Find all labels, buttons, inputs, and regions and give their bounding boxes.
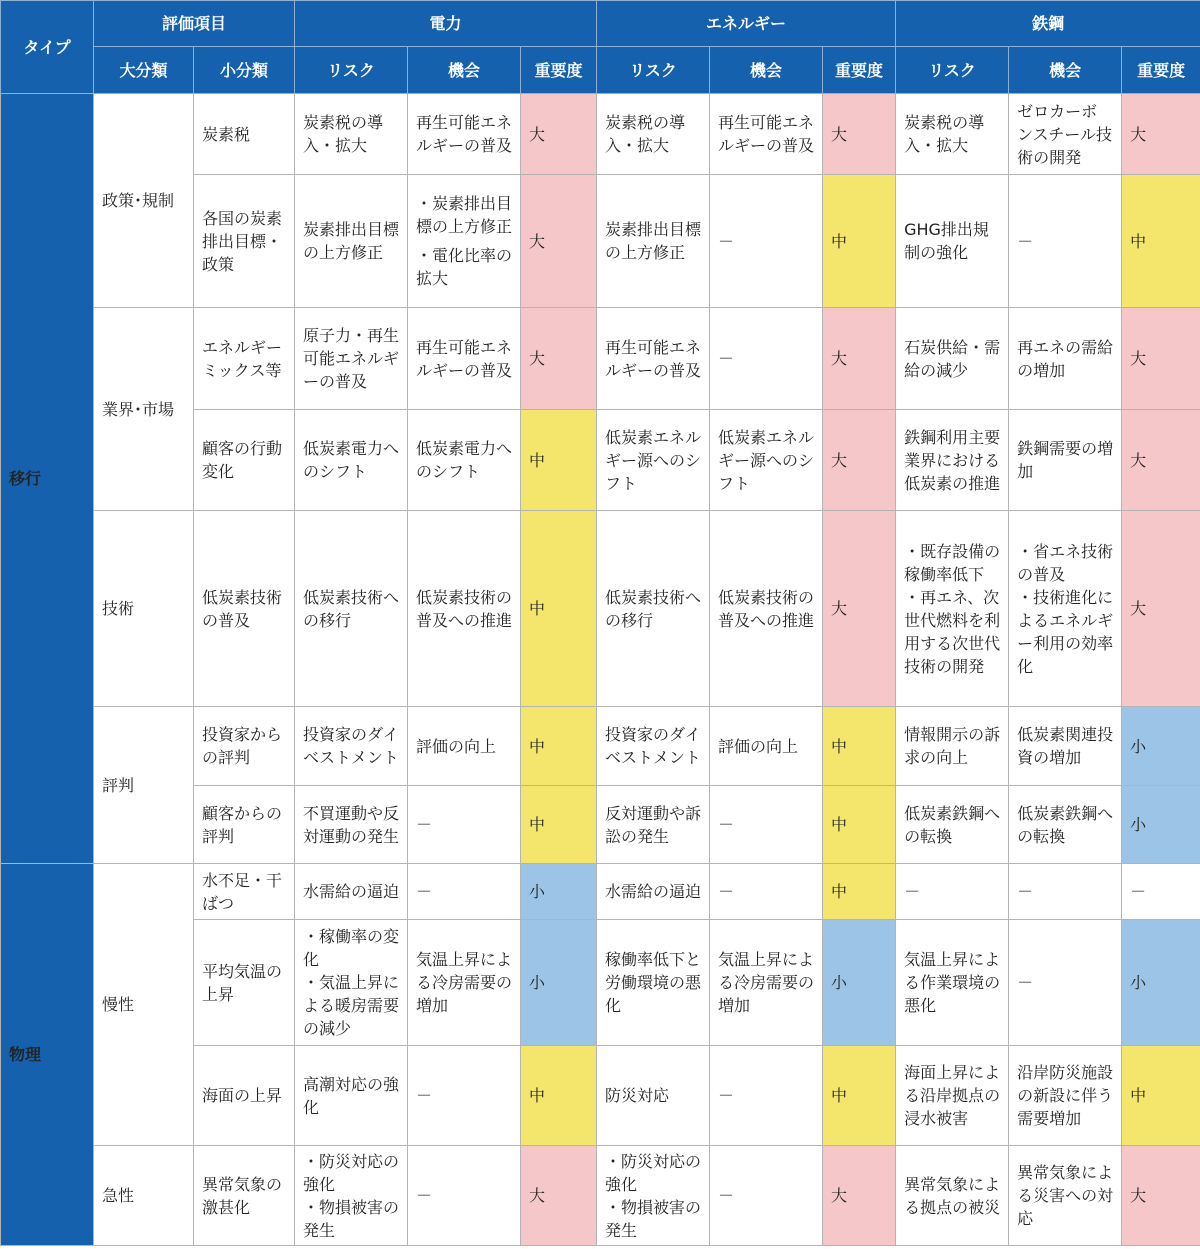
power-risk-line2: ・気温上昇による暖房需要の減少 <box>303 973 400 1038</box>
steel-importance: 大 <box>1122 308 1200 410</box>
minor-cell: 炭素税 <box>194 94 295 175</box>
power-risk: 原子力・再生可能エネルギーの普及 <box>295 308 408 410</box>
energy-importance: 小 <box>823 920 896 1046</box>
steel-importance: 小 <box>1122 707 1200 786</box>
steel-importance: 小 <box>1122 920 1200 1046</box>
steel-risk-line1: ・既存設備の稼働率低下 <box>904 541 1001 584</box>
steel-risk: 低炭素鉄鋼への転換 <box>896 786 1009 864</box>
minor-cell: 投資家からの評判 <box>194 707 295 786</box>
steel-importance: 小 <box>1122 786 1200 864</box>
steel-risk: 気温上昇による作業環境の悪化 <box>896 920 1009 1046</box>
power-opportunity: 再生可能エネルギーの普及 <box>408 94 521 175</box>
power-importance: 中 <box>521 410 597 511</box>
energy-opportunity: 低炭素エネルギー源へのシフト <box>710 410 823 511</box>
major-tech: 技術 <box>94 511 194 707</box>
steel-risk: GHG排出規制の強化 <box>896 175 1009 308</box>
power-risk-line2: ・物損被害の発生 <box>303 1197 400 1240</box>
energy-opportunity: 低炭素技術の普及への推進 <box>710 511 823 707</box>
power-importance: 大 <box>521 1146 597 1246</box>
steel-importance: 大 <box>1122 1146 1200 1246</box>
steel-risk: 石炭供給・需給の減少 <box>896 308 1009 410</box>
table-row <box>1 511 1200 707</box>
energy-risk-line1: ・防災対応の強化 <box>605 1151 702 1194</box>
power-risk: 低炭素電力へのシフト <box>295 410 408 511</box>
power-importance: 大 <box>521 175 597 308</box>
steel-opportunity: ゼロカーボンスチール技術の開発 <box>1009 94 1122 175</box>
power-risk: 投資家のダイベストメント <box>295 707 408 786</box>
power-opportunity <box>408 175 521 308</box>
energy-importance: 中 <box>823 1046 896 1146</box>
energy-risk: 稼働率低下と労働環境の悪化 <box>597 920 710 1046</box>
power-risk: 水需給の逼迫 <box>295 864 408 920</box>
power-importance: 小 <box>521 920 597 1046</box>
header-major: 大分類 <box>94 47 194 94</box>
energy-importance: 大 <box>823 410 896 511</box>
power-risk-line1: ・防災対応の強化 <box>303 1151 400 1194</box>
energy-risk: 低炭素エネルギー源へのシフト <box>597 410 710 511</box>
major-acute: 急性 <box>94 1146 194 1246</box>
minor-cell: エネルギーミックス等 <box>194 308 295 410</box>
minor-cell: 低炭素技術の普及 <box>194 511 295 707</box>
minor-cell: 海面の上昇 <box>194 1046 295 1146</box>
energy-importance: 大 <box>823 1146 896 1246</box>
power-risk <box>295 1146 408 1246</box>
power-opportunity-line2: ・電化比率の拡大 <box>416 246 513 288</box>
power-risk-line1: ・稼働率の変化 <box>303 927 400 969</box>
minor-cell: 異常気象の激甚化 <box>194 1146 295 1246</box>
power-risk: 炭素税の導入・拡大 <box>295 94 408 175</box>
steel-opportunity-line1: ・省エネ技術の普及 <box>1017 541 1114 584</box>
power-opportunity: － <box>408 1146 521 1246</box>
steel-opportunity: 再エネの需給の増加 <box>1009 308 1122 410</box>
power-opportunity: 気温上昇による冷房需要の増加 <box>408 920 521 1046</box>
steel-opportunity: 沿岸防災施設の新設に伴う需要増加 <box>1009 1046 1122 1146</box>
energy-opportunity: 気温上昇による冷房需要の増加 <box>710 920 823 1046</box>
steel-risk: 鉄鋼利用主要業界における低炭素の推進 <box>896 410 1009 511</box>
table-row <box>1 94 1200 175</box>
power-risk: 炭素排出目標の上方修正 <box>295 175 408 308</box>
energy-risk: 投資家のダイベストメント <box>597 707 710 786</box>
steel-risk-line2: ・再エネ、次世代燃料を利用する次世代技術の開発 <box>904 587 1001 676</box>
header-energy-opp: 機会 <box>710 47 823 94</box>
energy-importance: 中 <box>823 786 896 864</box>
power-importance: 大 <box>521 308 597 410</box>
header-power-imp: 重要度 <box>521 47 597 94</box>
steel-risk <box>896 511 1009 707</box>
major-policy: 政策･規制 <box>94 94 194 308</box>
power-importance: 中 <box>521 707 597 786</box>
energy-importance: 大 <box>823 511 896 707</box>
power-opportunity: － <box>408 1046 521 1146</box>
power-opportunity: 低炭素技術の普及への推進 <box>408 511 521 707</box>
steel-importance: 中 <box>1122 175 1200 308</box>
steel-importance: 大 <box>1122 94 1200 175</box>
energy-opportunity: － <box>710 175 823 308</box>
major-market: 業界･市場 <box>94 308 194 511</box>
energy-risk: 防災対応 <box>597 1046 710 1146</box>
header-type: タイプ <box>1 1 94 94</box>
power-importance: 中 <box>521 786 597 864</box>
minor-cell: 水不足・干ばつ <box>194 864 295 920</box>
steel-opportunity-line2: ・技術進化によるエネルギー利用の効率化 <box>1017 587 1114 676</box>
energy-importance: 中 <box>823 175 896 308</box>
energy-importance: 大 <box>823 308 896 410</box>
header-steel-imp: 重要度 <box>1122 47 1200 94</box>
power-opportunity: － <box>408 786 521 864</box>
steel-opportunity: 低炭素関連投資の増加 <box>1009 707 1122 786</box>
energy-opportunity: 評価の向上 <box>710 707 823 786</box>
header-power-opp: 機会 <box>408 47 521 94</box>
table-row <box>1 864 1200 920</box>
steel-risk: 海面上昇による沿岸拠点の浸水被害 <box>896 1046 1009 1146</box>
energy-opportunity: － <box>710 1146 823 1246</box>
power-risk: 不買運動や反対運動の発生 <box>295 786 408 864</box>
steel-opportunity <box>1009 511 1122 707</box>
steel-risk: 異常気象による拠点の被災 <box>896 1146 1009 1246</box>
energy-risk: 水需給の逼迫 <box>597 864 710 920</box>
steel-risk: 炭素税の導入・拡大 <box>896 94 1009 175</box>
steel-opportunity: － <box>1009 920 1122 1046</box>
header-power: 電力 <box>295 1 597 47</box>
energy-risk: 再生可能エネルギーの普及 <box>597 308 710 410</box>
header-energy-imp: 重要度 <box>823 47 896 94</box>
energy-risk-line2: ・物損被害の発生 <box>605 1197 702 1240</box>
minor-cell: 各国の炭素排出目標・政策 <box>194 175 295 308</box>
type-physical: 物理 <box>1 864 94 1246</box>
power-importance: 小 <box>521 864 597 920</box>
header-power-risk: リスク <box>295 47 408 94</box>
power-opportunity: 低炭素電力へのシフト <box>408 410 521 511</box>
header-steel-risk: リスク <box>896 47 1009 94</box>
type-transition: 移行 <box>1 94 94 864</box>
steel-opportunity: － <box>1009 864 1122 920</box>
power-risk <box>295 920 408 1046</box>
steel-risk: － <box>896 864 1009 920</box>
power-risk: 高潮対応の強化 <box>295 1046 408 1146</box>
energy-risk: 低炭素技術への移行 <box>597 511 710 707</box>
header-energy: エネルギー <box>597 1 896 47</box>
energy-risk <box>597 1146 710 1246</box>
major-chronic: 慢性 <box>94 864 194 1146</box>
header-item: 評価項目 <box>94 1 295 47</box>
steel-opportunity: 異常気象による災害への対応 <box>1009 1146 1122 1246</box>
power-opportunity: 再生可能エネルギーの普及 <box>408 308 521 410</box>
power-importance: 中 <box>521 511 597 707</box>
steel-opportunity: － <box>1009 175 1122 308</box>
power-opportunity-line1: ・炭素排出目標の上方修正 <box>416 194 513 236</box>
minor-cell: 顧客からの評判 <box>194 786 295 864</box>
energy-opportunity: － <box>710 786 823 864</box>
power-importance: 中 <box>521 1046 597 1146</box>
energy-risk: 炭素排出目標の上方修正 <box>597 175 710 308</box>
energy-opportunity: － <box>710 1046 823 1146</box>
energy-opportunity: － <box>710 308 823 410</box>
header-steel-opp: 機会 <box>1009 47 1122 94</box>
steel-importance: － <box>1122 864 1200 920</box>
power-importance: 大 <box>521 94 597 175</box>
energy-risk: 反対運動や訴訟の発生 <box>597 786 710 864</box>
table-row <box>1 308 1200 410</box>
steel-importance: 大 <box>1122 410 1200 511</box>
steel-importance: 大 <box>1122 511 1200 707</box>
energy-importance: 中 <box>823 864 896 920</box>
power-opportunity: － <box>408 864 521 920</box>
power-risk: 低炭素技術への移行 <box>295 511 408 707</box>
table-row <box>1 707 1200 786</box>
major-reputation: 評判 <box>94 707 194 864</box>
steel-opportunity: 低炭素鉄鋼への転換 <box>1009 786 1122 864</box>
steel-risk: 情報開示の訴求の向上 <box>896 707 1009 786</box>
energy-risk: 炭素税の導入・拡大 <box>597 94 710 175</box>
minor-cell: 平均気温の上昇 <box>194 920 295 1046</box>
energy-importance: 中 <box>823 707 896 786</box>
header-minor: 小分類 <box>194 47 295 94</box>
table-row <box>1 1146 1200 1246</box>
energy-importance: 大 <box>823 94 896 175</box>
energy-opportunity: － <box>710 864 823 920</box>
power-opportunity: 評価の向上 <box>408 707 521 786</box>
minor-cell: 顧客の行動変化 <box>194 410 295 511</box>
header-energy-risk: リスク <box>597 47 710 94</box>
header-steel: 鉄鋼 <box>896 1 1200 47</box>
steel-importance: 中 <box>1122 1046 1200 1146</box>
energy-opportunity: 再生可能エネルギーの普及 <box>710 94 823 175</box>
steel-opportunity: 鉄鋼需要の増加 <box>1009 410 1122 511</box>
